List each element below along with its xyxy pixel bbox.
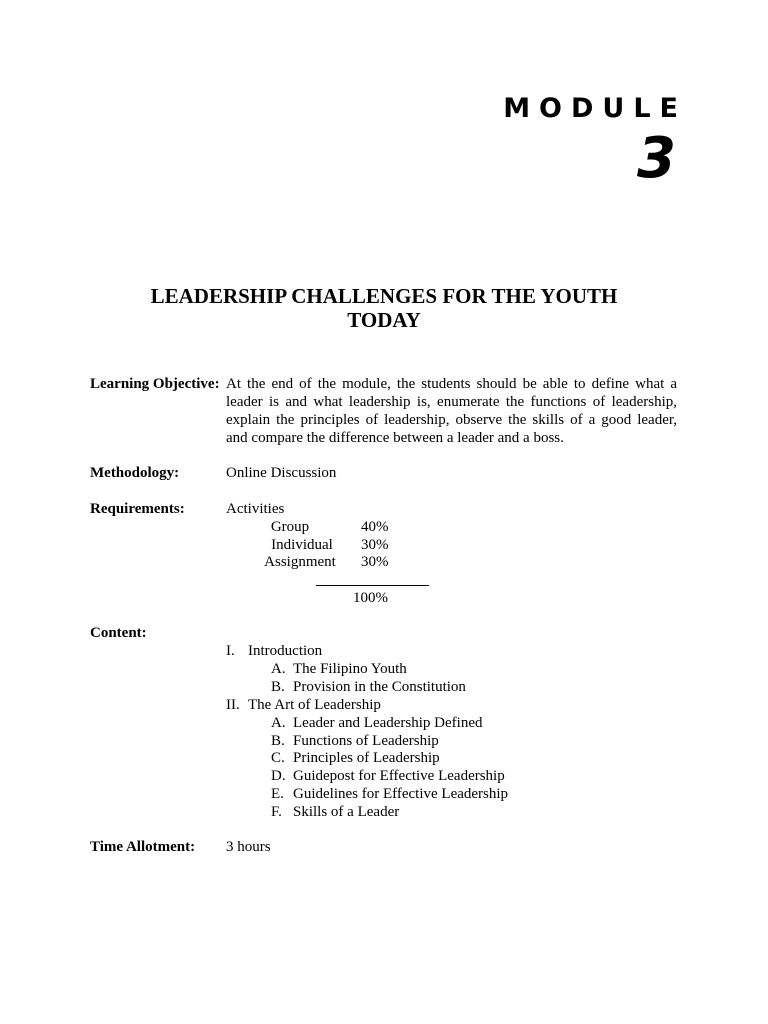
methodology-value: Online Discussion [226,465,337,481]
outline-item-letter: C. [271,750,285,766]
outline-item-text: Guidelines for Effective Leadership [293,786,509,802]
outline-section-title: The Art of Leadership [248,697,381,713]
requirement-percent: 40% [361,519,389,535]
outline-item [271,749,440,767]
outline-section-number: I. [226,643,235,659]
outline-item-letter: A. [271,661,286,677]
outline-item-text: Provision in the Constitution [293,679,466,695]
requirement-name: Individual [271,537,333,553]
outline-item [271,678,466,696]
outline-item [271,732,439,750]
module-number: 3 [637,126,676,191]
page-title-line-2: TODAY [347,308,421,332]
time-allotment-value: 3 hours [226,839,271,855]
outline-item [271,767,505,785]
learning-objective-label: Learning Objective: [90,376,220,392]
requirement-percent: 30% [361,537,389,553]
outline-item [271,785,508,803]
outline-item-text: Guidepost for Effective Leadership [293,768,505,784]
outline-item-text: Functions of Leadership [293,733,439,749]
requirements-total: 100% [353,590,388,606]
outline-item [271,803,399,821]
requirements-label: Requirements: [90,501,185,517]
outline-section [226,696,381,714]
outline-item-letter: E. [271,786,284,802]
outline-item-text: Leader and Leadership Defined [293,715,483,731]
requirement-name: Group [270,519,310,535]
outline-item-text: Principles of Leadership [293,750,440,766]
content-label: Content: [90,625,147,641]
outline-item [271,714,483,732]
outline-section [226,642,322,660]
outline-item-text: Skills of a Leader [293,804,400,820]
requirement-name: Assignment [264,554,336,570]
requirement-percent: 30% [361,554,389,570]
learning-objective-text: At the end of the module, the students should be able to define what a leader is and what leadership is, enumerate the functions of leadership, explain the principles of leadership, observe the skills of a good leader, and compare the difference between a leader and a boss. [226,376,677,446]
outline-item-text: The Filipino Youth [293,661,407,677]
outline-item-letter: B. [271,679,285,695]
outline-item-letter: A. [271,715,286,731]
outline-section-number: II. [226,697,240,713]
methodology-label: Methodology: [90,465,180,481]
page-title-line-1: LEADERSHIP CHALLENGES FOR THE YOUTH [150,284,618,308]
outline-item-letter: B. [271,733,285,749]
outline-item-letter: F. [271,804,282,820]
time-allotment-label: Time Allotment: [90,839,196,855]
outline-item [271,660,407,678]
requirements-total-rule [316,585,429,586]
module-label: MODULE [503,93,687,124]
outline-item-letter: D. [271,768,286,784]
page-title [90,284,678,332]
requirements-heading: Activities [226,501,285,517]
outline-section-title: Introduction [248,643,323,659]
